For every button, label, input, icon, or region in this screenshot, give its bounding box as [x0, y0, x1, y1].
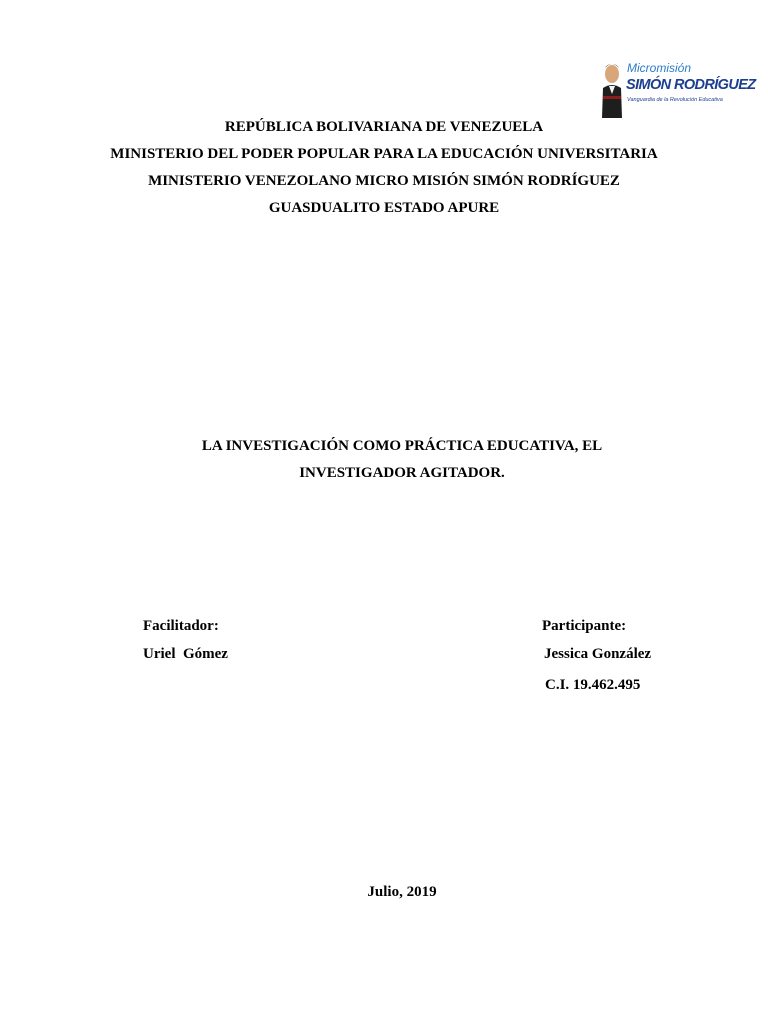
institution-header [0, 114, 768, 222]
header-line-ministry-education: MINISTERIO DEL PODER POPULAR PARA LA EDUCACIÓN UNIVERSITARIA [110, 146, 658, 162]
portrait-icon [600, 58, 624, 118]
micromision-simon-rodriguez-logo [600, 58, 756, 120]
title-line-1: LA INVESTIGACIÓN COMO PRÁCTICA EDUCATIVA, EL [201, 438, 603, 454]
header-line-location: GUASDUALITO ESTADO APURE [268, 200, 500, 216]
participant-id-number: C.I. 19.462.495 [545, 677, 641, 693]
participant-label: Participante: [542, 618, 627, 634]
participant-name: Jessica González [544, 646, 652, 662]
header-line-republic: REPÚBLICA BOLIVARIANA DE VENEZUELA [224, 119, 544, 135]
title-line-2: INVESTIGADOR AGITADOR. [299, 465, 505, 481]
document-title [0, 433, 768, 487]
document-date: Julio, 2019 [367, 884, 437, 900]
facilitator-name: Uriel Gómez [143, 646, 228, 662]
facilitator-label: Facilitador: [143, 618, 219, 634]
logo-text-micromision: Micromisión [627, 61, 692, 75]
logo-text-tagline: Vanguardia de la Revolución Educativa [627, 97, 723, 103]
header-line-micro-mision: MINISTERIO VENEZOLANO MICRO MISIÓN SIMÓN RODRÍGUEZ [148, 173, 620, 189]
logo-text-simon-rodriguez: SIMÓN RODRÍGUEZ [626, 77, 756, 93]
